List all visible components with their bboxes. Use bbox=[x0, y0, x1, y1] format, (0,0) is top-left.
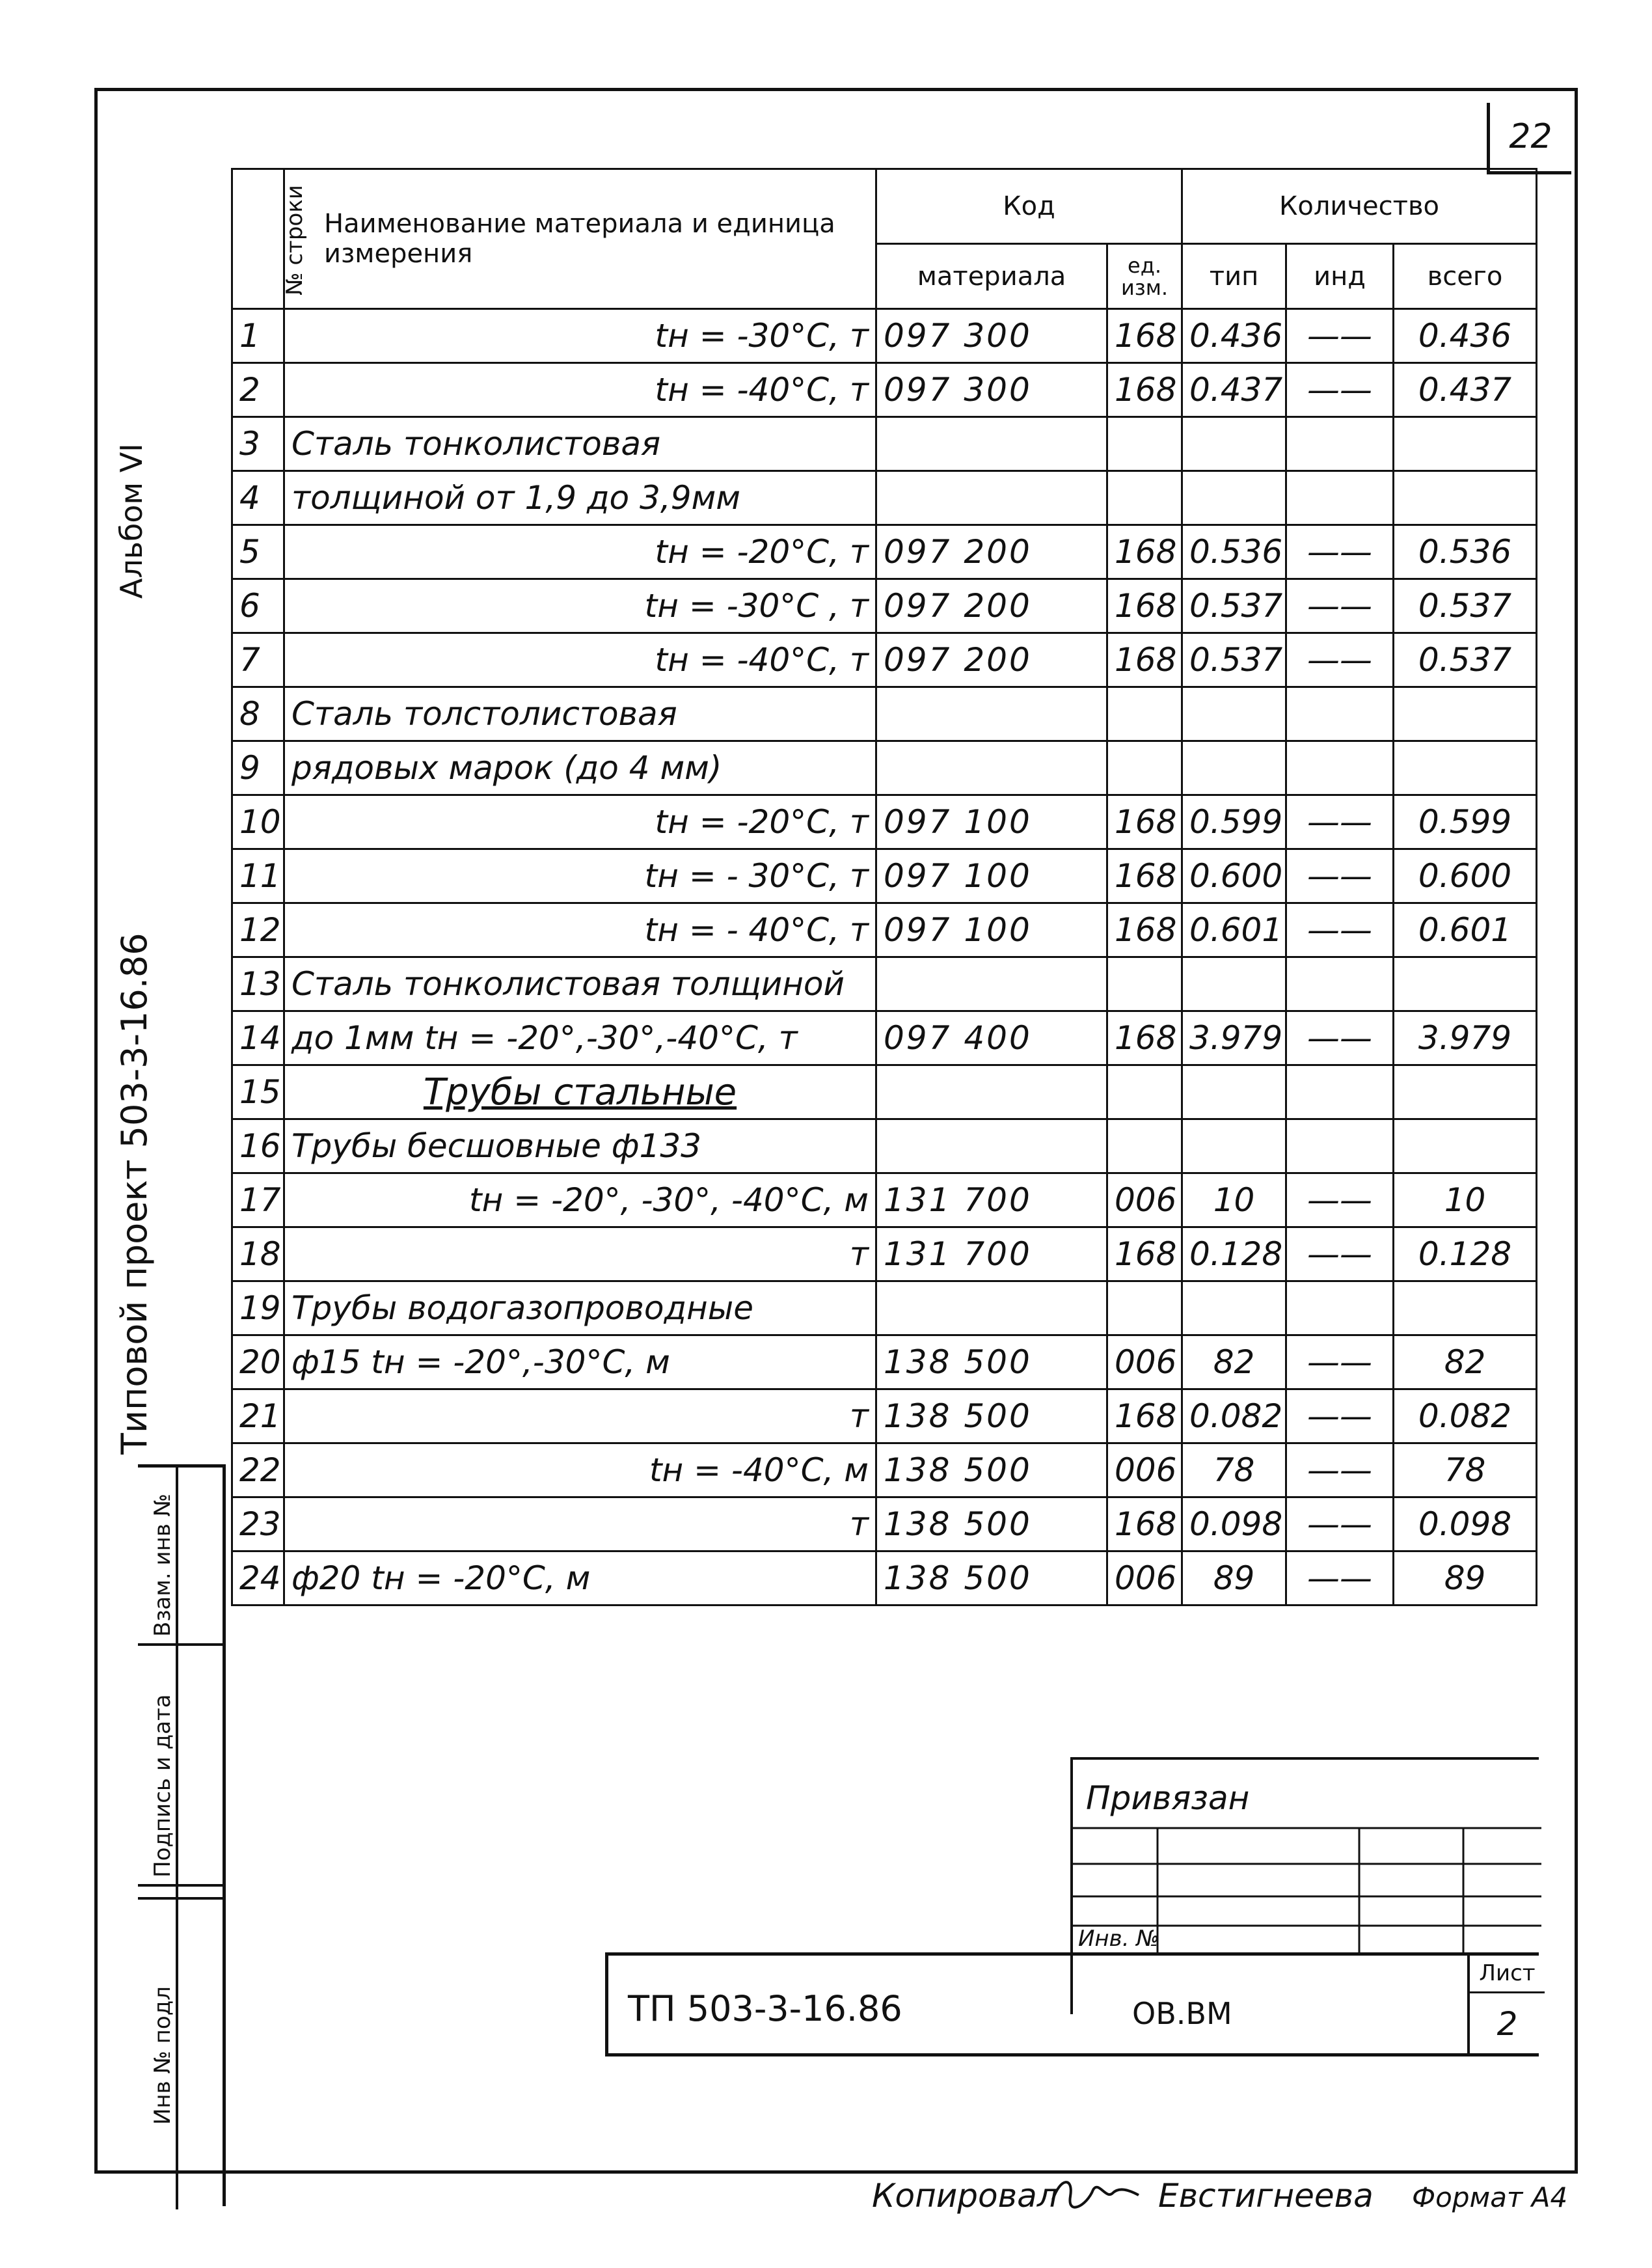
header-name: Наименование материала и единица измерения bbox=[284, 169, 876, 309]
qty-typ: 78 bbox=[1182, 1443, 1286, 1497]
qty-ind: —— bbox=[1286, 363, 1394, 417]
material-name-text: рядовых марок (до 4 мм) bbox=[291, 749, 722, 787]
unit-code: 006 bbox=[1107, 1443, 1182, 1497]
unit-code bbox=[1107, 1119, 1182, 1173]
table-row bbox=[232, 1389, 1537, 1443]
qty-typ bbox=[1182, 687, 1286, 741]
qty-total: 0.536 bbox=[1394, 525, 1537, 579]
doc-mark: ОВ.ВМ bbox=[1132, 1996, 1232, 2031]
material-code bbox=[876, 1065, 1107, 1119]
material-code: 138 500 bbox=[876, 1335, 1107, 1389]
sheet-number: 2 bbox=[1496, 2005, 1518, 2043]
material-name bbox=[284, 1389, 876, 1443]
material-name-text: tн = - 40°С, т bbox=[644, 911, 869, 949]
row-number: 12 bbox=[232, 903, 284, 957]
row-number: 22 bbox=[232, 1443, 284, 1497]
material-name-text: т bbox=[849, 1505, 869, 1543]
material-name bbox=[284, 1119, 876, 1173]
qty-ind: —— bbox=[1286, 633, 1394, 687]
material-name-text: tн = -20°С, т bbox=[655, 803, 869, 841]
unit-code: 168 bbox=[1107, 1227, 1182, 1281]
material-name bbox=[284, 957, 876, 1011]
row-number: 13 bbox=[232, 957, 284, 1011]
material-name-text: Трубы водогазопроводные bbox=[291, 1289, 753, 1327]
material-name-text: tн = -40°С, м bbox=[649, 1451, 869, 1489]
qty-ind bbox=[1286, 471, 1394, 525]
table-row bbox=[232, 471, 1537, 525]
table-row bbox=[232, 741, 1537, 795]
material-name bbox=[284, 1551, 876, 1605]
material-code: 097 200 bbox=[876, 579, 1107, 633]
stamp-signature-date: Подпись и дата bbox=[150, 1694, 176, 1878]
qty-typ: 0.536 bbox=[1182, 525, 1286, 579]
material-name bbox=[284, 849, 876, 903]
qty-ind: —— bbox=[1286, 1497, 1394, 1551]
unit-code bbox=[1107, 1281, 1182, 1335]
qty-total bbox=[1394, 471, 1537, 525]
material-name-text: tн = -40°С, т bbox=[655, 371, 869, 409]
material-name bbox=[284, 1065, 876, 1119]
qty-typ: 0.599 bbox=[1182, 795, 1286, 849]
unit-code: 168 bbox=[1107, 903, 1182, 957]
row-number: 23 bbox=[232, 1497, 284, 1551]
row-number: 4 bbox=[232, 471, 284, 525]
material-code: 131 700 bbox=[876, 1173, 1107, 1227]
qty-total bbox=[1394, 1065, 1537, 1119]
qty-ind: —— bbox=[1286, 1551, 1394, 1605]
material-code: 131 700 bbox=[876, 1227, 1107, 1281]
qty-typ: 0.537 bbox=[1182, 579, 1286, 633]
material-name bbox=[284, 741, 876, 795]
binding-inv-no: Инв. № bbox=[1078, 1926, 1159, 1952]
material-name-text: tн = -20°, -30°, -40°С, м bbox=[469, 1181, 869, 1219]
unit-code bbox=[1107, 471, 1182, 525]
material-name bbox=[284, 525, 876, 579]
qty-total: 0.599 bbox=[1394, 795, 1537, 849]
materials-table bbox=[231, 168, 1537, 1606]
table-row bbox=[232, 309, 1537, 363]
header-material-code: материала bbox=[876, 244, 1107, 309]
unit-code: 168 bbox=[1107, 579, 1182, 633]
material-name bbox=[284, 1497, 876, 1551]
qty-ind bbox=[1286, 1119, 1394, 1173]
qty-total bbox=[1394, 1281, 1537, 1335]
material-code: 097 100 bbox=[876, 849, 1107, 903]
row-number: 9 bbox=[232, 741, 284, 795]
row-number: 21 bbox=[232, 1389, 284, 1443]
qty-ind bbox=[1286, 957, 1394, 1011]
qty-total: 0.098 bbox=[1394, 1497, 1537, 1551]
row-number: 17 bbox=[232, 1173, 284, 1227]
qty-ind: —— bbox=[1286, 1227, 1394, 1281]
table-row bbox=[232, 1119, 1537, 1173]
header-row-no: № строки bbox=[232, 169, 284, 309]
material-name bbox=[284, 903, 876, 957]
sheet-label: Лист bbox=[1470, 1956, 1545, 1993]
unit-code bbox=[1107, 957, 1182, 1011]
unit-code bbox=[1107, 687, 1182, 741]
row-number: 7 bbox=[232, 633, 284, 687]
footer-copied: Копировал bbox=[872, 2177, 1058, 2215]
header-qty-group: Количество bbox=[1182, 169, 1537, 244]
material-name bbox=[284, 1173, 876, 1227]
table-row bbox=[232, 687, 1537, 741]
qty-total: 0.437 bbox=[1394, 363, 1537, 417]
material-code: 097 400 bbox=[876, 1011, 1107, 1065]
row-number: 3 bbox=[232, 417, 284, 471]
material-name-text: tн = - 30°С, т bbox=[644, 857, 869, 895]
row-number: 10 bbox=[232, 795, 284, 849]
material-name bbox=[284, 1335, 876, 1389]
unit-code: 168 bbox=[1107, 1011, 1182, 1065]
material-code: 097 200 bbox=[876, 633, 1107, 687]
material-code: 138 500 bbox=[876, 1551, 1107, 1605]
qty-total: 10 bbox=[1394, 1173, 1537, 1227]
unit-code: 168 bbox=[1107, 1389, 1182, 1443]
row-number: 18 bbox=[232, 1227, 284, 1281]
table-row bbox=[232, 525, 1537, 579]
qty-ind: —— bbox=[1286, 525, 1394, 579]
material-name bbox=[284, 1011, 876, 1065]
material-code: 097 100 bbox=[876, 903, 1107, 957]
row-number: 20 bbox=[232, 1335, 284, 1389]
copier-signature bbox=[1048, 2170, 1145, 2216]
row-number: 11 bbox=[232, 849, 284, 903]
material-code: 097 100 bbox=[876, 795, 1107, 849]
unit-code: 168 bbox=[1107, 849, 1182, 903]
row-number: 24 bbox=[232, 1551, 284, 1605]
qty-total bbox=[1394, 741, 1537, 795]
doc-code: ТП 503-3-16.86 bbox=[628, 1988, 902, 2029]
unit-code bbox=[1107, 1065, 1182, 1119]
material-name bbox=[284, 795, 876, 849]
material-name-text: Сталь тонколистовая bbox=[291, 425, 661, 463]
material-name-text: до 1мм tн = -20°,-30°,-40°С, т bbox=[291, 1019, 798, 1057]
unit-code: 168 bbox=[1107, 363, 1182, 417]
row-number: 1 bbox=[232, 309, 284, 363]
binding-title: Привязан bbox=[1086, 1779, 1250, 1817]
qty-ind: —— bbox=[1286, 1389, 1394, 1443]
qty-typ: 3.979 bbox=[1182, 1011, 1286, 1065]
qty-total: 0.537 bbox=[1394, 579, 1537, 633]
unit-code: 006 bbox=[1107, 1551, 1182, 1605]
material-name bbox=[284, 687, 876, 741]
material-name-text: tн = -30°С , т bbox=[644, 587, 869, 625]
qty-typ: 0.600 bbox=[1182, 849, 1286, 903]
qty-total: 0.128 bbox=[1394, 1227, 1537, 1281]
project-label: Типовой проект 503-3-16.86 bbox=[114, 933, 155, 1455]
qty-total: 0.600 bbox=[1394, 849, 1537, 903]
material-code bbox=[876, 741, 1107, 795]
qty-typ: 89 bbox=[1182, 1551, 1286, 1605]
row-number: 2 bbox=[232, 363, 284, 417]
stamp-column bbox=[138, 1464, 226, 2206]
table-row bbox=[232, 579, 1537, 633]
qty-typ: 10 bbox=[1182, 1173, 1286, 1227]
material-name bbox=[284, 363, 876, 417]
material-code: 138 500 bbox=[876, 1389, 1107, 1443]
qty-typ: 0.601 bbox=[1182, 903, 1286, 957]
material-name-text: tн = -40°С, т bbox=[655, 641, 869, 679]
row-number: 16 bbox=[232, 1119, 284, 1173]
row-number: 5 bbox=[232, 525, 284, 579]
album-label: Альбом VI bbox=[114, 443, 149, 599]
qty-typ: 0.128 bbox=[1182, 1227, 1286, 1281]
qty-typ bbox=[1182, 957, 1286, 1011]
table-row bbox=[232, 849, 1537, 903]
header-unit: ед. изм. bbox=[1107, 244, 1182, 309]
stamp-replace-inv: Взам. инв № bbox=[150, 1493, 176, 1637]
table-row bbox=[232, 1281, 1537, 1335]
row-number: 8 bbox=[232, 687, 284, 741]
page-number: 22 bbox=[1487, 103, 1571, 174]
material-name bbox=[284, 471, 876, 525]
qty-typ: 82 bbox=[1182, 1335, 1286, 1389]
qty-ind: —— bbox=[1286, 1335, 1394, 1389]
material-name-text: Сталь тонколистовая толщиной bbox=[291, 965, 845, 1003]
qty-typ: 0.082 bbox=[1182, 1389, 1286, 1443]
material-code bbox=[876, 1281, 1107, 1335]
material-name bbox=[284, 309, 876, 363]
material-name bbox=[284, 579, 876, 633]
table-row bbox=[232, 957, 1537, 1011]
material-name-text: tн = -30°С, т bbox=[655, 317, 869, 355]
sheet-cell bbox=[1467, 1956, 1545, 2056]
qty-total bbox=[1394, 687, 1537, 741]
table-row bbox=[232, 795, 1537, 849]
qty-ind: —— bbox=[1286, 903, 1394, 957]
header-code-group: Код bbox=[876, 169, 1182, 244]
row-number: 15 bbox=[232, 1065, 284, 1119]
header-total: всего bbox=[1394, 244, 1537, 309]
qty-total: 89 bbox=[1394, 1551, 1537, 1605]
qty-typ bbox=[1182, 471, 1286, 525]
material-name-text: толщиной от 1,9 до 3,9мм bbox=[291, 479, 740, 517]
table-row bbox=[232, 1065, 1537, 1119]
material-name-text: tн = -20°С, т bbox=[655, 533, 869, 571]
material-name-text: ф15 tн = -20°,-30°С, м bbox=[291, 1343, 670, 1381]
material-code bbox=[876, 687, 1107, 741]
material-name-text: Трубы стальные bbox=[423, 1071, 737, 1114]
unit-code bbox=[1107, 741, 1182, 795]
unit-code: 168 bbox=[1107, 309, 1182, 363]
unit-code: 168 bbox=[1107, 633, 1182, 687]
stamp-inv-original: Инв № подл bbox=[150, 1986, 176, 2125]
footer-name: Евстигнеева bbox=[1158, 2177, 1374, 2215]
unit-code: 006 bbox=[1107, 1335, 1182, 1389]
qty-total: 0.436 bbox=[1394, 309, 1537, 363]
table-row bbox=[232, 417, 1537, 471]
qty-ind bbox=[1286, 1281, 1394, 1335]
qty-ind: —— bbox=[1286, 1011, 1394, 1065]
table-row bbox=[232, 1011, 1537, 1065]
material-name bbox=[284, 1227, 876, 1281]
qty-total bbox=[1394, 957, 1537, 1011]
qty-total: 82 bbox=[1394, 1335, 1537, 1389]
qty-total: 3.979 bbox=[1394, 1011, 1537, 1065]
material-code bbox=[876, 471, 1107, 525]
qty-ind: —— bbox=[1286, 795, 1394, 849]
material-code: 097 200 bbox=[876, 525, 1107, 579]
unit-code bbox=[1107, 417, 1182, 471]
qty-typ: 0.098 bbox=[1182, 1497, 1286, 1551]
material-code: 138 500 bbox=[876, 1443, 1107, 1497]
qty-ind: —— bbox=[1286, 579, 1394, 633]
row-number: 19 bbox=[232, 1281, 284, 1335]
table-row bbox=[232, 903, 1537, 957]
qty-ind: —— bbox=[1286, 849, 1394, 903]
material-name bbox=[284, 1281, 876, 1335]
material-code: 097 300 bbox=[876, 363, 1107, 417]
material-code: 138 500 bbox=[876, 1497, 1107, 1551]
qty-ind bbox=[1286, 417, 1394, 471]
row-number: 6 bbox=[232, 579, 284, 633]
row-number: 14 bbox=[232, 1011, 284, 1065]
qty-ind bbox=[1286, 687, 1394, 741]
qty-typ bbox=[1182, 1065, 1286, 1119]
header-typ: тип bbox=[1182, 244, 1286, 309]
qty-total: 78 bbox=[1394, 1443, 1537, 1497]
footer-format: Формат А4 bbox=[1412, 2181, 1568, 2213]
qty-ind bbox=[1286, 1065, 1394, 1119]
table-row bbox=[232, 1443, 1537, 1497]
table-row bbox=[232, 1551, 1537, 1605]
qty-ind bbox=[1286, 741, 1394, 795]
material-code bbox=[876, 957, 1107, 1011]
material-name bbox=[284, 417, 876, 471]
qty-typ bbox=[1182, 1281, 1286, 1335]
material-name-text: т bbox=[849, 1235, 869, 1273]
table-row bbox=[232, 1227, 1537, 1281]
qty-typ bbox=[1182, 741, 1286, 795]
material-name-text: Трубы бесшовные ф133 bbox=[291, 1127, 701, 1165]
qty-ind: —— bbox=[1286, 1173, 1394, 1227]
table-row bbox=[232, 1497, 1537, 1551]
qty-total bbox=[1394, 1119, 1537, 1173]
material-name-text: ф20 tн = -20°С, м bbox=[291, 1559, 591, 1597]
material-name-text: Сталь толстолистовая bbox=[291, 695, 677, 733]
header-ind: инд bbox=[1286, 244, 1394, 309]
material-code bbox=[876, 1119, 1107, 1173]
material-name bbox=[284, 1443, 876, 1497]
qty-total: 0.601 bbox=[1394, 903, 1537, 957]
qty-ind: —— bbox=[1286, 309, 1394, 363]
material-name bbox=[284, 633, 876, 687]
unit-code: 168 bbox=[1107, 525, 1182, 579]
qty-ind: —— bbox=[1286, 1443, 1394, 1497]
qty-typ: 0.537 bbox=[1182, 633, 1286, 687]
table-row bbox=[232, 1173, 1537, 1227]
qty-typ: 0.437 bbox=[1182, 363, 1286, 417]
qty-typ bbox=[1182, 1119, 1286, 1173]
qty-total bbox=[1394, 417, 1537, 471]
unit-code: 168 bbox=[1107, 795, 1182, 849]
table-row bbox=[232, 1335, 1537, 1389]
unit-code: 168 bbox=[1107, 1497, 1182, 1551]
table-body bbox=[232, 309, 1537, 1605]
material-code bbox=[876, 417, 1107, 471]
qty-total: 0.537 bbox=[1394, 633, 1537, 687]
qty-total: 0.082 bbox=[1394, 1389, 1537, 1443]
table-row bbox=[232, 633, 1537, 687]
qty-typ bbox=[1182, 417, 1286, 471]
table-row bbox=[232, 363, 1537, 417]
title-block bbox=[605, 1952, 1539, 2056]
unit-code: 006 bbox=[1107, 1173, 1182, 1227]
material-code: 097 300 bbox=[876, 309, 1107, 363]
material-name-text: т bbox=[849, 1397, 869, 1435]
qty-typ: 0.436 bbox=[1182, 309, 1286, 363]
